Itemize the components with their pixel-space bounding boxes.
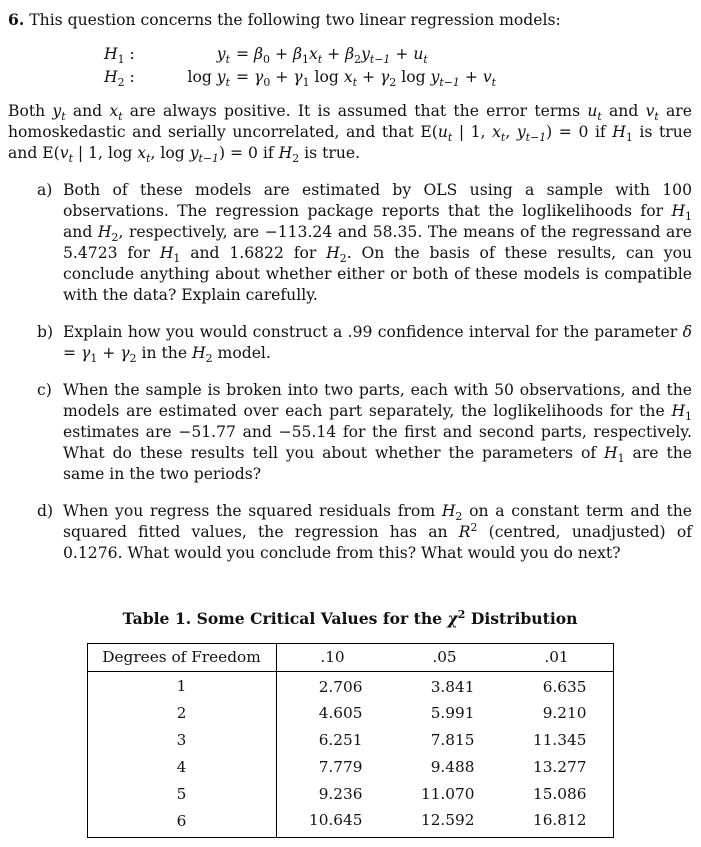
value-cell: 6.635 xyxy=(542,677,587,696)
question-parts xyxy=(8,180,692,564)
table-row xyxy=(87,808,613,838)
value-cell: 3.841 xyxy=(430,677,475,696)
model-h2-lhs: $\log y_t$ xyxy=(187,68,230,90)
question-heading xyxy=(8,9,692,31)
value-cell: 11.345 xyxy=(532,731,587,749)
value-cell: 6.251 xyxy=(318,731,363,749)
value-cell: 10.645 xyxy=(308,811,363,830)
question-part-d xyxy=(8,501,692,564)
model-h1 xyxy=(104,44,692,65)
value-cell: 13.277 xyxy=(532,758,587,776)
df-cell: 2 xyxy=(87,700,276,727)
table-title: Table 1. Some Critical Values for the $\chi^2$ Distribution xyxy=(122,607,578,628)
value-cell: 16.812 xyxy=(532,811,587,830)
model-h2 xyxy=(104,67,692,88)
critical-values-table xyxy=(87,643,614,838)
model-h2-rhs: = $\gamma_0 + \gamma_1$ $\log x_t + \gamma_2$ $\log y_{t-1} + v_t$ xyxy=(236,68,497,90)
value-cell: 12.592 xyxy=(420,811,475,830)
part-c-text: When the sample is broken into two parts, each with 50 observations, and the models are estimated over each part separately, the loglikelihoods for the $H_1$ estimates are −51.77 and −55.14 for the first and second parts, respectively. What do these results tell you about whether the parameters of $H_1$ are the same in the two periods? xyxy=(63,381,692,483)
part-b-text: Explain how you would construct a .99 confidence interval for the parameter $\delta = \gamma_1 + \gamma_2$ in the $H_2$ model. xyxy=(63,323,692,366)
value-cell: 9.210 xyxy=(542,704,587,722)
model-h1-rhs: = $\beta_0 + \beta_1x_t + \beta_2y_{t-1} + u_t$ xyxy=(236,45,428,67)
df-cell: 6 xyxy=(87,808,276,838)
table-row xyxy=(87,727,613,754)
question-number: 6. xyxy=(8,10,25,29)
question-part-b xyxy=(8,322,692,364)
column-header-01: .01 xyxy=(544,648,569,666)
question-intro: This question concerns the following two linear regression models: xyxy=(29,11,561,29)
model-h2-label: $H_2$ : xyxy=(104,68,135,90)
value-cell: 7.779 xyxy=(318,758,363,776)
value-cell: 11.070 xyxy=(420,785,475,803)
value-cell: 4.605 xyxy=(318,704,363,722)
table-row xyxy=(87,781,613,808)
question-part-c xyxy=(8,380,692,485)
regression-models xyxy=(104,44,692,88)
df-cell: 4 xyxy=(87,754,276,781)
value-cell: 2.706 xyxy=(318,677,363,696)
value-cell: 5.991 xyxy=(430,704,475,722)
question-part-a xyxy=(8,180,692,306)
value-cell: 9.488 xyxy=(430,758,475,776)
value-cell: 7.815 xyxy=(430,731,475,749)
model-h1-lhs: $y_t$ xyxy=(216,45,230,67)
column-header-df: Degrees of Freedom xyxy=(87,644,276,672)
part-d-label: d) xyxy=(37,502,54,520)
table-row xyxy=(87,700,613,727)
df-cell: 1 xyxy=(87,672,276,701)
column-header-05: .05 xyxy=(432,648,457,666)
table-header-row xyxy=(87,644,613,672)
assumptions-paragraph: Both $y_t$ and $x_t$ are always positive. It is assumed that the error terms $u_t$ and $v_t$ are homoskedastic and serially uncorrelated, and that $E(u_t$ | 1, $x_t$, $y_{t-1}) = 0$ if $H_1$ is true and $E(v_t$ | 1, $\log x_t$, $\log y_{t-1}) = 0$ if $H_2$ is true. xyxy=(8,102,692,166)
part-c-label: c) xyxy=(37,381,52,399)
value-cell: 9.236 xyxy=(318,785,363,803)
part-a-label: a) xyxy=(37,181,53,199)
value-cell: 15.086 xyxy=(532,785,587,803)
table-row xyxy=(87,672,613,701)
part-b-label: b) xyxy=(37,323,54,341)
part-a-text: Both of these models are estimated by OLS using a sample with 100 observations. The regression package reports that the loglikelihoods for $H_1$ and $H_2$, respectively, are −113.24 and 58.35. The means of the regressand are 5.4723 for $H_1$ and 1.6822 for $H_2$. On the basis of these results, can you conclude anything about whether either or both of these models is compatible with the data? Explain carefully. xyxy=(63,181,693,304)
df-cell: 5 xyxy=(87,781,276,808)
df-cell: 3 xyxy=(87,727,276,754)
model-h1-label: $H_1$ : xyxy=(104,45,135,67)
column-header-10: .10 xyxy=(320,648,345,666)
part-d-text: When you regress the squared residuals from $H_2$ on a constant term and the squared fitted values, the regression has an $R^2$ (centred, unadjusted) of 0.1276. What would you conclude from this? What would you do next? xyxy=(63,502,692,562)
table-row xyxy=(87,754,613,781)
